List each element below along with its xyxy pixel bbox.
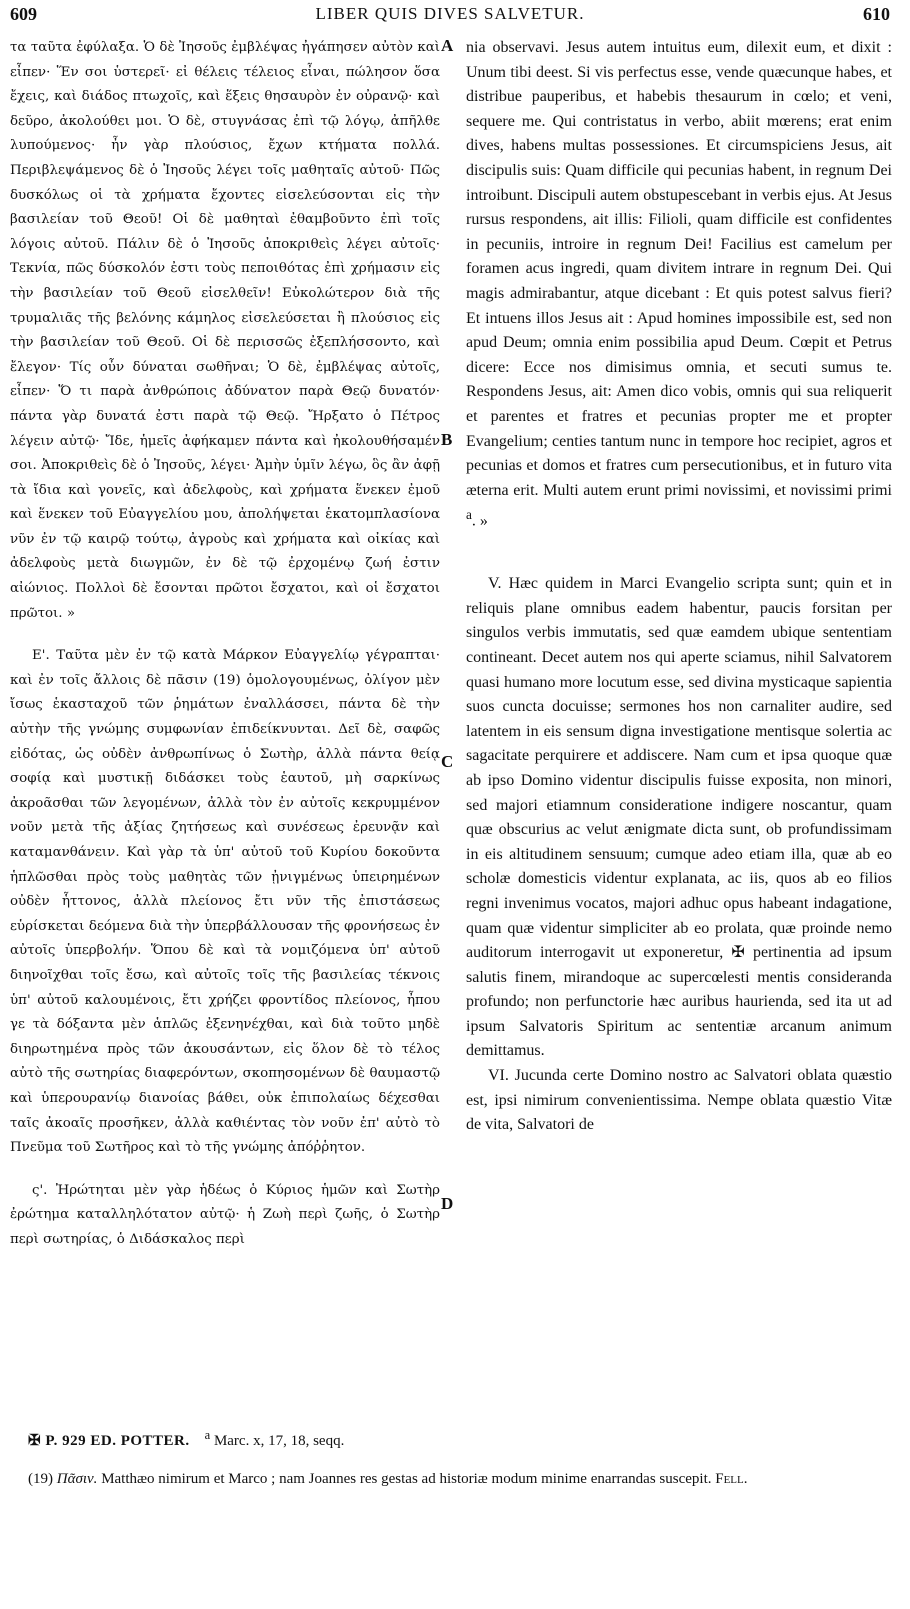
latin-paragraph-1 [466, 36, 892, 534]
margin-marker-a: A [441, 36, 454, 55]
footnote-19-word: Πᾶσιν. [56, 1471, 98, 1487]
footnote-19-author: Fell. [715, 1471, 748, 1487]
footnote-a-text: Marc. x, 17, 18, seqq. [213, 1433, 345, 1449]
latin-paragraph-1-end: . » [471, 512, 488, 530]
page-number-right: 610 [863, 4, 890, 24]
greek-paragraph-3: ς'. Ἠρώτηται μὲν γὰρ ἡδέως ὁ Κύριος ἡμῶν καὶ Σωτὴρ ἐρώτημα καταλληλότατον αὐτῷ· ἡ Ζωὴ περὶ ζωῆς, ὁ Σωτὴρ περὶ σωτηρίας, ὁ Διδάσκαλος περὶ [10, 1182, 440, 1247]
latin-paragraph-1-text: nia observavi. Jesus autem intuitus eum, dilexit eum, et dixit : Unum tibi deest. Si vis perfectus esse, vende quæcunque habes, et distribue pauperibus, et habebis thesaurum in cœlo; et veni, sequere me. Qui contristatus in verbo, abiit mœrens; erat enim dives, habens multas possessiones. Et circumspiciens Jesus, ait discipulis suis: Quam difficile qui pecunias habent, in regnum Dei introibunt. Discipuli autem obstupescebant in verbis ejus. At Jesus rursus respondens, ait illis: Filioli, quam difficile est confidentes in pecuniis, introire in regnum Dei! Facilius est camelum per foramen acus ingredi, quam divitem intrare in regnum Dei. Qui magis admirabantur, atque dicebant : Et quis potest salvus fieri? Et intuens illos Jesus ait : Apud homines impossibile est, sed non apud Deum; omnia enim possibilia apud Deum. Cœpit et Petrus dicere: Ecce nos dimisimus omnia, et secuti sumus te. Respondens Jesus, ait: Amen dico vobis, omnis qui sua reliquerit et parentes et fratres et pecunias propter me et propter Evangelium; centies tantum nunc in tempore hoc recipiet, agros et pecunias et domos et fratres cum persecutionibus, et in futuro vita æterna erit. Multi autem erunt primi novissimi, et novissimi primi [466, 39, 892, 499]
footnote-19-text: Matthæo nimirum et Marco ; nam Joannes res gestas ad historiæ modum minime enarrandas suscepit. [101, 1471, 712, 1487]
page-number-left: 609 [10, 4, 37, 24]
running-title: LIBER QUIS DIVES SALVETUR. [315, 4, 585, 23]
edition-reference: ✠ P. 929 ED. POTTER. [28, 1433, 190, 1449]
margin-marker-b: B [441, 430, 453, 449]
footnote-ref-a: a [466, 507, 472, 523]
margin-marker-c: C [441, 752, 454, 771]
footnote-19-number: (19) [28, 1471, 53, 1487]
footnote-mark-a: a [204, 1428, 211, 1442]
margin-marker-d: D [441, 1194, 454, 1213]
latin-column [466, 36, 892, 1138]
footnote-19 [28, 1470, 888, 1489]
latin-paragraph-3: VI. Jucunda certe Domino nostro ac Salvatori oblata quæstio est, ipsi nimirum convenientissima. Nempe oblata quæstio Vitæ de vita, Salvatori de [466, 1067, 892, 1134]
greek-column [10, 36, 440, 1253]
page-header [10, 4, 890, 28]
latin-paragraph-2: V. Hæc quidem in Marci Evangelio scripta sunt; quin et in reliquis plane omnibus eadem habentur, paucis forsitan per singulos verbis immutatis, sed quæ eamdem ubique sententiam contineant. Decet autem nos qui aperte sciamus, nihil Salvatorem quasi humano more locutum esse, sed divina mysticaque sapientia suos cuncta docuisse; sermones hos non carnaliter audire, sed latentem in eis sensum digna investigatione mentisque solertia ac sagacitate perquirere et addiscere. Nam cum et ipsa quoque quæ ab ipso Domino videntur discipulis fuisse exposita, non minori, sed majori etiamnum consideratione indigere noscantur, quam quæ obscurius ac velut ænigmate dicta sunt, ob profundissimam in eis altitudinem sensuum; cumque adeo etiam illa, quæ ab eo scholæ domesticis videntur explanata, ac iis, quos ab eo filios regni invenimus vocatos, majori adhuc opus habeant indagatione, quam quæ videntur simpliciter ab eo prolata, quæ proinde nemo auditorum interrogavit ut exponeretur, ✠ pertinentia ad ipsum salutis finem, mirandoque ac supercœlesti mentis consideranda profundo; non perfunctorie hæc auribus haurienda, sed ita ut ad ipsum Salvatoris Spiritum ac sententiæ arcanum animum demittamus. [466, 575, 892, 1060]
greek-paragraph-2: Ε'. Ταῦτα μὲν ἐν τῷ κατὰ Μάρκον Εὐαγγελίῳ γέγραπται· καὶ ἐν τοῖς ἄλλοις δὲ πᾶσιν (19) ὁμολογουμένως, ὀλίγον μὲν ἴσως ἑκασταχοῦ τῶν ῥημάτων ἐναλλάσσει, πάντα δὲ τὴν αὐτὴν τῆς γνώμης συμφωνίαν ἐπιδείκνυνται. Δεῖ δὲ, σαφῶς εἰδότας, ὡς οὐδὲν ἀνθρωπίνως ὁ Σωτὴρ, ἀλλὰ πάντα θείᾳ σοφίᾳ καὶ μυστικῇ διδάσκει τοὺς ἑαυτοῦ, μὴ σαρκίνως ἀκροᾶσθαι τῶν λεγομένων, ἀλλὰ τὸν ἐν αὐτοῖς κεκρυμμένον νοῦν μετὰ τῆς ἀξίας ζητήσεως καὶ συνέσεως ἐρευνᾷν καὶ καταμανθάνειν. Καὶ γὰρ τὰ ὑπ' αὐτοῦ τοῦ Κυρίου δοκοῦντα ἡπλῶσθαι πρὸς τοὺς μαθητὰς τῶν ᾐνιγμένως ὑπειρημένων οὐδὲν ἧττονος, ἀλλὰ πλείονος ἔτι νῦν τῆς ἐπιστάσεως εὑρίσκεται δεόμενα διὰ τὴν ὑπερβάλλουσαν τῆς φρονήσεως ἐν αὐτοῖς ὑπερβολήν. Ὅπου δὲ καὶ τὰ νομιζόμενα ὑπ' αὐτοῦ διηνοῖχθαι τοῖς ἔσω, καὶ αὐτοῖς τοῖς τῆς βασιλείας τέκνοις ὑπ' αὐτοῦ καλουμένοις, ἔτι χρήζει φροντίδος πλείονος, ἦπου γε τὰ δόξαντα μὲν ἁπλῶς ἐξενηνέχθαι, καὶ διὰ τοῦτο μηδὲ διηρωτημένα πρὸς τῶν ἀκουσάντων, εἰς ὅλον δὲ τὸ τέλος αὐτὸ τῆς σωτηρίας διαφερόντων, σκοπησομένων δὲ θαυμαστῷ καὶ ὑπερουρανίῳ διανοίας βάθει, οὐκ ἐπιπολαίως δέχεσθαι ταῖς ἀκοαῖς προσῆκεν, ἀλλὰ καθιέντας τὸν νοῦν ἐπ' αὐτὸ τὸ Πνεῦμα τοῦ Σωτῆρος καὶ τὸ τῆς γνώμης ἀπόῤῥητον. [10, 648, 440, 1156]
greek-paragraph-1: τα ταῦτα ἐφύλαξα. Ὁ δὲ Ἰησοῦς ἐμβλέψας ἠγάπησεν αὐτὸν καὶ εἶπεν· Ἕν σοι ὑστερεῖ· εἰ θέλεις τέλειος εἶναι, πώλησον ὅσα ἔχεις, καὶ διάδος πτωχοῖς, καὶ ἕξεις θησαυρὸν ἐν οὐρανῷ· καὶ δεῦρο, ἀκολούθει μοι. Ὁ δὲ, στυγνάσας ἐπὶ τῷ λόγῳ, ἀπῆλθε λυπούμενος· ἦν γὰρ πλούσιος, ἔχων κτήματα πολλά. Περιβλεψάμενος δὲ ὁ Ἰησοῦς λέγει τοῖς μαθηταῖς αὐτοῦ· Πῶς δυσκόλως οἱ τὰ χρήματα ἔχοντες εἰσελεύσονται εἰς τὴν βασιλείαν τοῦ Θεοῦ! Οἱ δὲ μαθηταὶ ἐθαμβοῦντο ἐπὶ τοῖς λόγοις αὐτοῦ. Πάλιν δὲ ὁ Ἰησοῦς ἀποκριθεὶς λέγει αὐτοῖς· Τεκνία, πῶς δύσκολόν ἐστι τοὺς πεποιθότας ἐπὶ χρήμασιν εἰς τὴν βασιλείαν τοῦ Θεοῦ εἰσελθεῖν! Εὐκολώτερον διὰ τῆς τρυμαλιᾶς τῆς βελόνης κάμηλος εἰσελεύσεται ἢ πλούσιος εἰς τὴν βασιλείαν τοῦ Θεοῦ. Οἱ δὲ περισσῶς ἐξεπλήσσοντο, καὶ ἔλεγον· Τίς οὖν δύναται σωθῆναι; Ὁ δὲ, ἐμβλέψας αὐτοῖς, εἶπεν· Ὅ τι παρὰ ἀνθρώποις ἀδύνατον παρὰ Θεῷ δυνατόν· πάντα γὰρ δυνατά ἐστι παρὰ τῷ Θεῷ. Ἤρξατο ὁ Πέτρος λέγειν αὐτῷ· Ἴδε, ἡμεῖς ἀφήκαμεν πάντα καὶ ἠκολουθήσαμέν σοι. Ἀποκριθεὶς δὲ ὁ Ἰησοῦς, λέγει· Ἀμὴν ὑμῖν λέγω, ὃς ἂν ἀφῇ τὰ ἴδια καὶ γονεῖς, καὶ ἀδελφοὺς, καὶ χρήματα ἕνεκεν ἐμοῦ καὶ ἕνεκεν τοῦ Εὐαγγελίου μου, ἀπολήψεται ἑκατομπλασίονα νῦν ἐν τῷ καιρῷ τούτῳ, ἀγροὺς καὶ χρήματα καὶ οἰκίας καὶ ἀδελφοὺς μετὰ διωγμῶν, ἐν δὲ τῷ ἐρχομένῳ ζωή ἐστιν αἰώνιος. Πολλοὶ δὲ ἔσονται πρῶτοι ἔσχατοι, καὶ οἱ ἔσχατοι πρῶτοι. » [10, 40, 440, 621]
footnote-line [28, 1428, 344, 1450]
